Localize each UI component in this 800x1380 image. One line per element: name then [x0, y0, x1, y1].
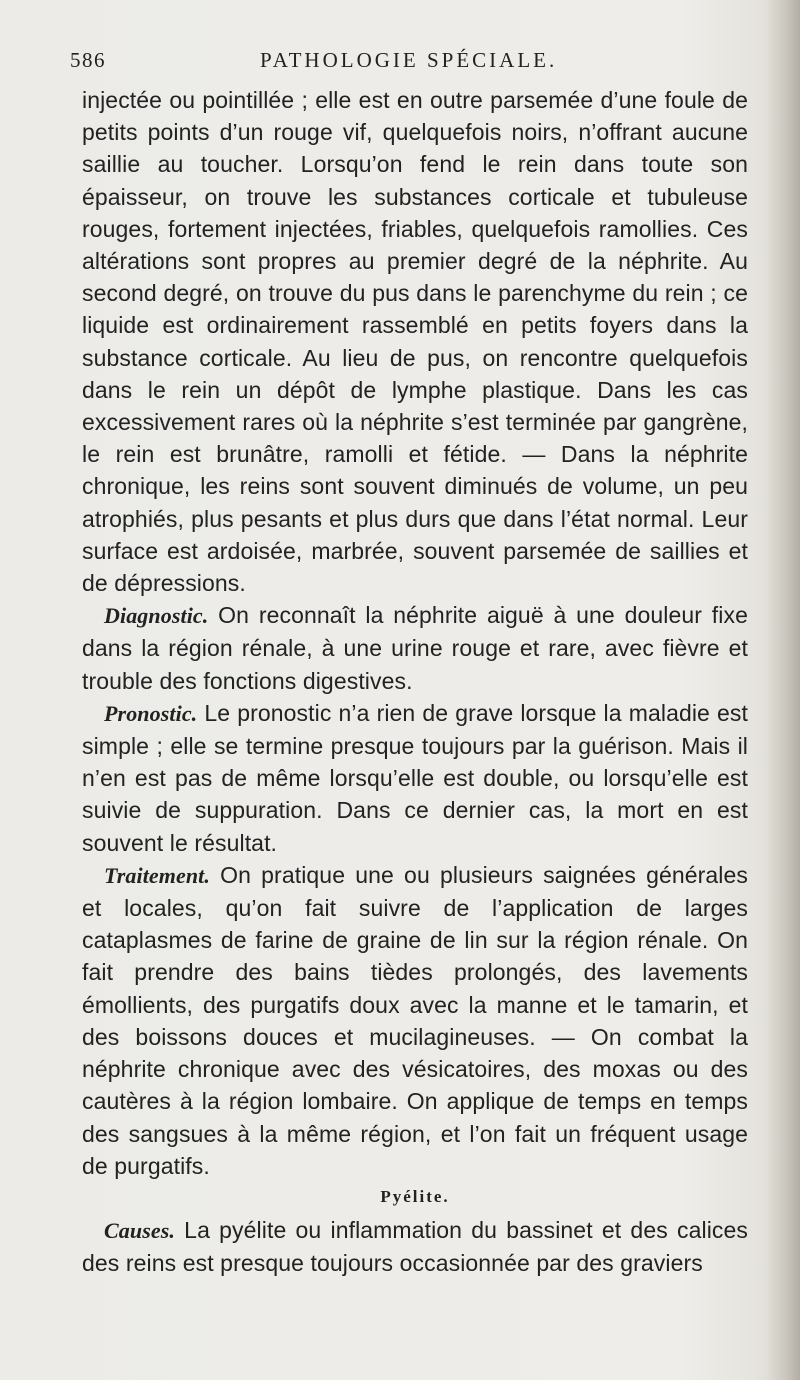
diagnostic-text: On reconnaît la néphrite aiguë à une douleur fixe dans la région rénale, à une urine rouge et rare, avec fièvre et trouble des fonctions digestives. — [82, 602, 748, 694]
page-edge-shadow — [766, 0, 800, 1380]
page-number: 586 — [70, 48, 106, 72]
section-title-pyelite: Pyélite. — [380, 1186, 450, 1206]
traitement-label: Traitement. — [104, 862, 210, 888]
paragraph-pronostic — [82, 697, 748, 859]
pronostic-text: Le pronostic n’a rien de grave lorsque la maladie est simple ; elle se termine presque toujours par la guérison. Mais il n’en est pas de même lorsqu’elle est double, ou lorsqu’elle est suivie de suppuration. Dans ce dernier cas, la mort en est souvent le résultat. — [82, 699, 748, 856]
paragraph-diagnostic — [82, 599, 748, 697]
pronostic-label: Pronostic. — [104, 700, 198, 726]
page-header — [70, 48, 730, 78]
body-text — [82, 84, 748, 1279]
paragraph-nephrite-lesions: injectée ou pointillée ; elle est en outre parsemée d’une foule de petits points d’un rouge vif, quelquefois noirs, n’offrant aucune saillie au toucher. Lorsqu’on fend le rein dans toute son épaisseur, on trouve les substances corticale et tubuleuse rouges, fortement injectées, friables, quelquefois ramollies. Ces altérations sont propres au premier degré de la néphrite. Au second degré, on trouve du pus dans le parenchyme du rein ; ce liquide est ordinairement rassemblé en petits foyers dans la substance corticale. Au lieu de pus, on rencontre quelquefois dans le rein un dépôt de lymphe plastique. Dans les cas excessivement rares où la néphrite s’est terminée par gangrène, le rein est brunâtre, ramolli et fétide. — Dans la néphrite chronique, les reins sont souvent diminués de volume, un peu atrophiés, plus pesants et plus durs que dans l’état normal. Leur surface est ardoisée, marbrée, souvent parsemée de saillies et de dépressions. — [82, 87, 748, 597]
running-head: PATHOLOGIE SPÉCIALE. — [260, 48, 558, 72]
diagnostic-label: Diagnostic. — [104, 603, 209, 629]
causes-label: Causes. — [104, 1217, 175, 1243]
traitement-text: On pratique une ou plusieurs saignées générales et locales, qu’on fait suivre de l’application de larges cataplasmes de farine de graine de lin sur la région rénale. On fait prendre des bains tièdes prolongés, des lavements émollients, des purgatifs doux avec la manne et le tamarin, et des boissons douces et mucilagineuses. — On combat la néphrite chronique avec des vésicatoires, des moxas ou des cautères à la région lombaire. On applique de temps en temps des sangsues à la même région, et l’on fait un fréquent usage de purgatifs. — [82, 861, 748, 1179]
paragraph-traitement — [82, 859, 748, 1182]
paragraph-causes — [82, 1214, 748, 1279]
causes-text: La pyélite ou inflammation du bassinet et des calices des reins est presque toujours occasionnée par des graviers — [82, 1216, 748, 1277]
